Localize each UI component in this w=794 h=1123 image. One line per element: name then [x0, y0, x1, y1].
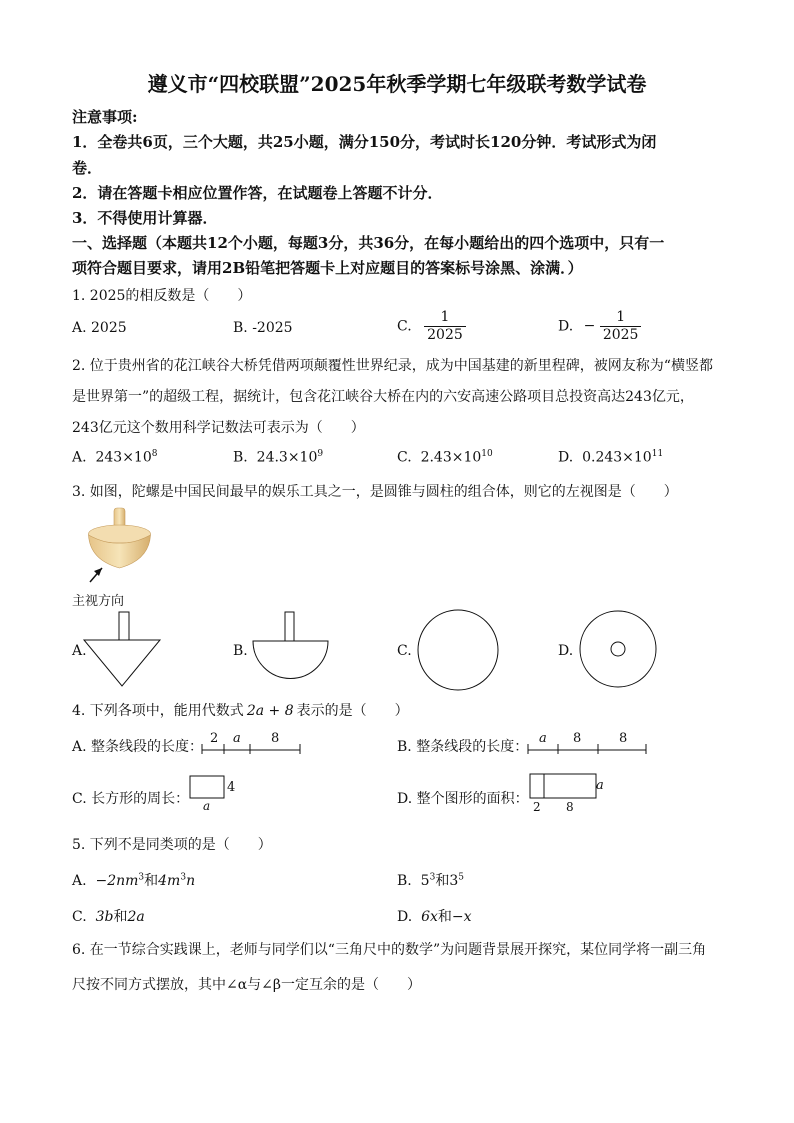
- q1-c-num: 1: [424, 309, 466, 327]
- note-2: 2．请在答题卡相应位置作答，在试题卷上答题不计分．: [72, 184, 443, 202]
- q4-stem-pre: 4. 下列各项中，能用代数式: [72, 703, 244, 719]
- q6-line-1: 6. 在一节综合实践课上，老师与同学们以“三角尺中的数学”为问题背景展开探究，某位同学将一副三角: [72, 942, 707, 958]
- q3-option-d-figure: [579, 610, 659, 690]
- q2-line-2: 是世界第一”的超级工程，据统计，包含花江峡谷大桥在内的六安高速公路项目总投资高达243亿元，: [72, 389, 694, 405]
- q5-c-and: 和: [113, 909, 128, 925]
- q1-d-num: 1: [600, 309, 642, 327]
- q4-option-c: C. 长方形的周长：: [72, 791, 190, 807]
- q4-stem: [72, 700, 409, 720]
- q5-option-c: [72, 906, 145, 926]
- q5-d-term-2: −x: [451, 909, 472, 925]
- q1-d-sign: −: [583, 318, 596, 335]
- q1-stem: 1. 2025的相反数是（ ）: [72, 288, 252, 304]
- q2-a-label: A.: [72, 449, 87, 466]
- q5-option-d: [397, 906, 472, 926]
- q5-b-label: B.: [397, 873, 412, 889]
- q3-option-d-label: D.: [558, 643, 574, 659]
- spinning-top-image: [82, 508, 162, 598]
- q3-option-a-figure: [82, 612, 162, 688]
- q5-a-exp-2: 3: [180, 872, 187, 883]
- q5-a-term-1: −2nm: [95, 873, 139, 889]
- q5-a-label: A.: [72, 873, 87, 889]
- q3-stem: 3. 如图，陀螺是中国民间最早的娱乐工具之一，是圆锥与圆柱的组合体，则它的左视图是（ ）: [72, 484, 678, 500]
- notes-heading: 注意事项:: [72, 108, 138, 126]
- q4-option-b: B. 整条线段的长度：: [397, 739, 529, 755]
- q5-c-label: C.: [72, 909, 87, 925]
- q2-d-label: D.: [558, 449, 574, 466]
- q1-option-b: B. -2025: [233, 320, 293, 336]
- q4-b-seg-2: 8: [573, 731, 582, 746]
- q1-c-label: C.: [397, 318, 412, 335]
- q1-c-fraction: [424, 309, 466, 344]
- q1-option-c: [397, 309, 466, 344]
- q3-option-a-label: A.: [72, 643, 87, 659]
- q1-d-label: D.: [558, 318, 574, 335]
- q2-c-base: 2.43×10: [420, 449, 482, 466]
- q4-a-seg-2: a: [233, 731, 241, 746]
- q5-b-term-2: 3: [449, 873, 459, 889]
- q2-b-base: 24.3×10: [256, 449, 318, 466]
- q4-stem-post: 表示的是（ ）: [296, 703, 409, 719]
- q2-option-b: [233, 449, 323, 466]
- note-1: 1．全卷共6页，三个大题，共25小题，满分150分，考试时长120分钟．考试形式为闭: [72, 133, 657, 151]
- q5-b-exp-1: 3: [429, 872, 436, 883]
- q4-d-rectangle-figure: [529, 773, 599, 801]
- q5-stem: 5. 下列不是同类项的是（ ）: [72, 837, 272, 853]
- section-heading: 一、选择题（本题共12个小题，每题3分，共36分，在每小题给出的四个选项中，只有一: [72, 234, 665, 252]
- q2-option-d: [558, 449, 663, 466]
- page-title: 遵义市“四校联盟”2025年秋季学期七年级联考数学试卷: [147, 72, 647, 96]
- q2-d-exp: 11: [651, 449, 664, 459]
- q4-b-seg-1: a: [539, 731, 547, 746]
- q5-b-and: 和: [435, 873, 450, 889]
- q5-d-and: 和: [437, 909, 452, 925]
- q2-line-3: 243亿元这个数用科学记数法可表示为（ ）: [72, 420, 365, 436]
- q1-option-a: A. 2025: [72, 320, 127, 336]
- q5-a-term-2: 4m: [158, 873, 181, 889]
- q4-a-seg-3: 8: [271, 731, 280, 746]
- q5-b-term-1: 5: [420, 873, 430, 889]
- q1-d-fraction: [600, 309, 642, 344]
- q5-d-term-1: 6x: [421, 909, 438, 925]
- q4-option-a: A. 整条线段的长度：: [72, 739, 204, 755]
- q4-b-seg-3: 8: [619, 731, 628, 746]
- q4-d-width-1: 2: [533, 800, 541, 814]
- q4-option-d: D. 整个图形的面积：: [397, 791, 529, 807]
- q3-option-c-figure: [416, 608, 500, 692]
- section-heading-cont: 项符合题目要求，请用2B铅笔把答题卡上对应题目的答案标号涂黑、涂满．）: [72, 259, 583, 277]
- q1-c-den: 2025: [427, 326, 463, 343]
- q4-c-side-label: 4: [227, 780, 236, 795]
- q3-option-c-label: C.: [397, 643, 412, 659]
- q5-a-term-3: n: [186, 873, 196, 889]
- q5-a-exp-1: 3: [138, 872, 145, 883]
- q2-a-exp: 8: [151, 449, 158, 459]
- q4-d-width-2: 8: [566, 800, 574, 814]
- q2-c-label: C.: [397, 449, 412, 466]
- q2-option-a: [72, 449, 157, 466]
- q3-option-b-figure: [252, 612, 330, 688]
- q4-d-side-label: a: [596, 778, 604, 793]
- q5-d-label: D.: [397, 909, 413, 925]
- q1-option-d: [558, 309, 641, 344]
- q4-c-rectangle-figure: [189, 775, 229, 801]
- q5-c-term-1: 3b: [95, 909, 114, 925]
- q5-option-a: [72, 870, 195, 890]
- q2-c-exp: 10: [481, 449, 493, 459]
- q5-b-exp-2: 5: [458, 872, 464, 883]
- q5-option-b: [397, 870, 464, 890]
- note-3: 3．不得使用计算器．: [72, 209, 218, 227]
- note-1-cont: 卷．: [72, 159, 103, 177]
- q4-a-seg-1: 2: [210, 731, 219, 746]
- q2-b-label: B.: [233, 449, 248, 466]
- q5-c-term-2: 2a: [127, 909, 145, 925]
- q2-b-exp: 9: [317, 449, 324, 459]
- q1-d-den: 2025: [602, 326, 639, 343]
- q2-line-1: 2. 位于贵州省的花江峡谷大桥凭借两项颠覆性世界纪录，成为中国基建的新里程碑，被网友称为“横竖都: [72, 358, 713, 374]
- q6-line-2: 尺按不同方式摆放，其中∠α与∠β一定互余的是（ ）: [72, 977, 422, 993]
- q4-stem-expression: 2a + 8: [246, 703, 294, 719]
- q2-a-base: 243×10: [95, 449, 152, 466]
- q5-a-and: 和: [144, 873, 159, 889]
- q2-d-base: 0.243×10: [582, 449, 652, 466]
- view-direction-caption: 主视方向: [72, 594, 125, 609]
- q2-option-c: [397, 449, 493, 466]
- q3-option-b-label: B.: [233, 643, 248, 659]
- q4-c-bottom-label: a: [203, 799, 211, 813]
